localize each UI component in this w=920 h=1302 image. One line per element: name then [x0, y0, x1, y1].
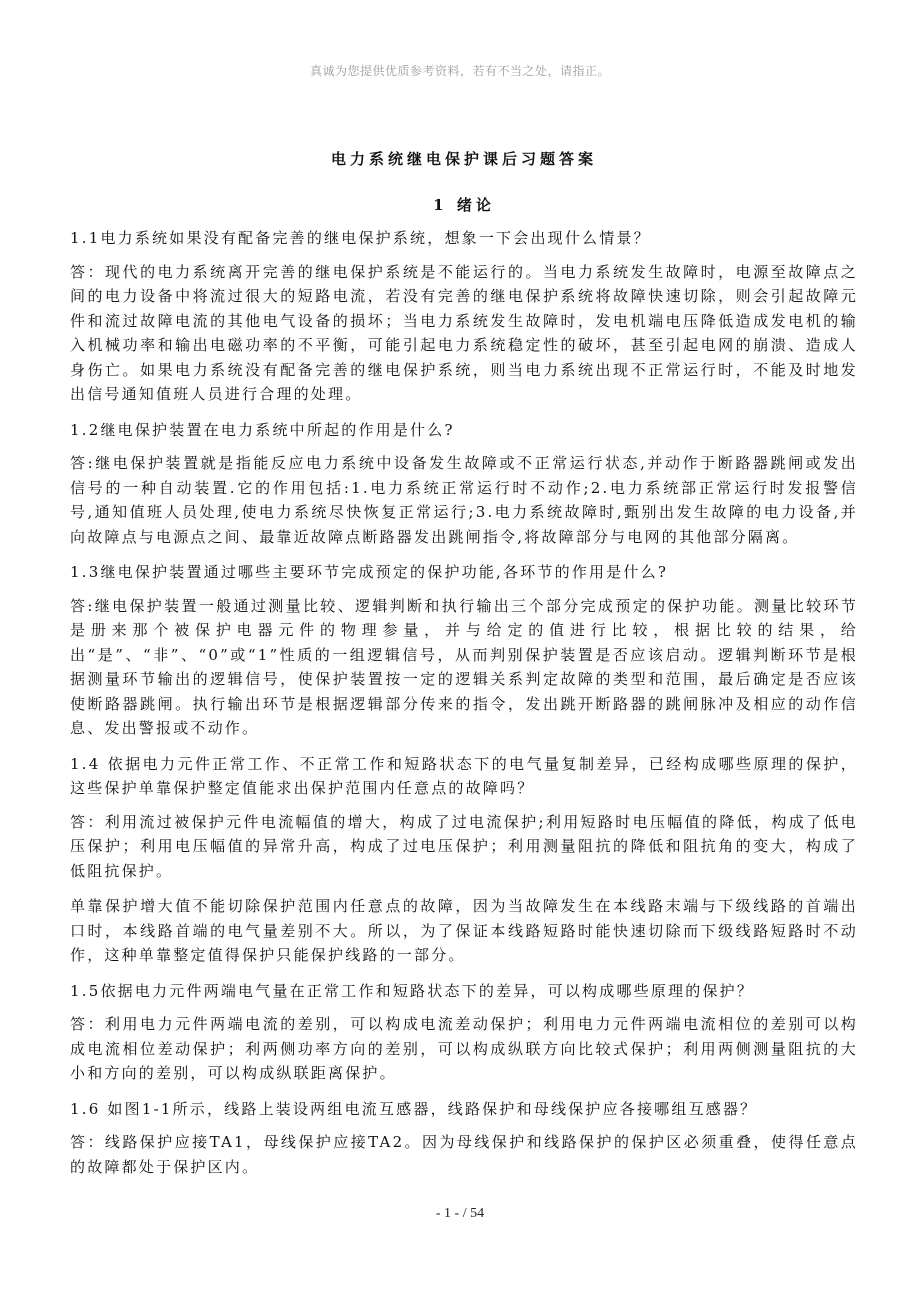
question-1-1: 1.1电力系统如果没有配备完善的继电保护系统，想象一下会出现什么情景？	[70, 229, 651, 247]
document-body	[70, 146, 858, 1190]
page-number: - 1 - / 54	[435, 1206, 485, 1221]
answer-1-4-part-2: 单靠保护增大值不能切除保护范围内任意点的故障，因为当故障发生在本线路末端与下级线路的首端出口时，本线路首端的电气量差别不大。所以，为了保证本线路短路时能快速切除而下级线路短路时不动作，这种单靠整定值得保护只能保护线路的一部分。	[70, 897, 858, 964]
answer-1-4-part-1: 答：利用流过被保护元件电流幅值的增大，构成了过电流保护;利用短路时电压幅值的降低，构成了低电压保护；利用电压幅值的异常升高，构成了过电压保护；利用测量阻抗的降低和阻抗角的变大，构成了低阻抗保护。	[70, 812, 858, 880]
question-1-4: 1.4 依据电力元件正常工作、不正常工作和短路状态下的电气量复制差异，已经构成哪些原理的保护，这些保护单靠保护整定值能求出保护范围内任意点的故障吗？	[70, 754, 858, 797]
header-disclaimer: 真诚为您提供优质参考资料，若有不当之处，请指正。	[309, 64, 610, 78]
question-1-3: 1.3继电保护装置通过哪些主要环节完成预定的保护功能,各环节的作用是什么?	[70, 563, 669, 581]
answer-1-5: 答：利用电力元件两端电流的差别，可以构成电流差动保护；利用电力元件两端电流相位的差别可以构成电流相位差动保护；利两侧功率方向的差别，可以构成纵联方向比较式保护；利用两侧测量阻抗的大小和方向的差别，可以构成纵联距离保护。	[70, 1015, 858, 1082]
document-title: 电力系统继电保护课后习题答案	[330, 150, 597, 168]
answer-1-1: 答：现代的电力系统离开完善的继电保护系统是不能运行的。当电力系统发生故障时，电源至故障点之间的电力设备中将流过很大的短路电流，若没有完善的继电保护系统将故障快速切除，则会引起故障元件和流过故障电流的其他电气设备的损坏；当电力系统发生故障时，发电机端电压降低造成发电机的输入机械功率和输出电磁功率的不平衡，可能引起电力系统稳定性的破坏，甚至引起电网的崩溃、造成人身伤亡。如果电力系统没有配备完善的继电保护系统，则当电力系统出现不正常运行时，不能及时地发出信号通知值班人员进行合理的处理。	[70, 262, 858, 403]
answer-1-3: 答:继电保护装置一般通过测量比较、逻辑判断和执行输出三个部分完成预定的保护功能。测量比较环节是册来那个被保护电器元件的物理参量，并与给定的值进行比较，根据比较的结果，给出“是”、“非”、“0”或“1”性质的一组逻辑信号，从而判别保护装置是否应该启动。逻辑判断环节是根据测量环节输出的逻辑信号，使保护装置按一定的逻辑关系判定故障的类型和范围，最后确定是否应该使断路器跳闸。执行输出环节是根据逻辑部分传来的指令，发出跳开断路器的跳闸脉冲及相应的动作信息、发出警报或不动作。	[70, 596, 858, 737]
answer-1-6: 答：线路保护应接TA1，母线保护应接TA2。因为母线保护和线路保护的保护区必须重叠，使得任意点的故障都处于保护区内。	[70, 1133, 858, 1176]
question-1-2: 1.2继电保护装置在电力系统中所起的作用是什么?	[70, 420, 455, 439]
question-1-6: 1.6 如图1-1所示，线路上装设两组电流互感器，线路保护和母线保护应各接哪组互感器？	[70, 1099, 758, 1118]
question-1-5: 1.5依据电力元件两端电气量在正常工作和短路状态下的差异，可以构成哪些原理的保护？	[70, 981, 755, 1000]
chapter-heading: 1 绪论	[433, 196, 495, 214]
answer-1-2: 答:继电保护装置就是指能反应电力系统中设备发生故障或不正常运行状态,并动作于断路器跳闸或发出信号的一种自动装置.它的作用包括:1.电力系统正常运行时不动作;2.电力系统部正常运行时发报警信号,通知值班人员处理,使电力系统尽快恢复正常运行;3.电力系统故障时,甄别出发生故障的电力设备,并向故障点与电源点之间、最靠近故障点断路器发出跳闸指令,将故障部分与电网的其他部分隔离。	[70, 454, 858, 546]
